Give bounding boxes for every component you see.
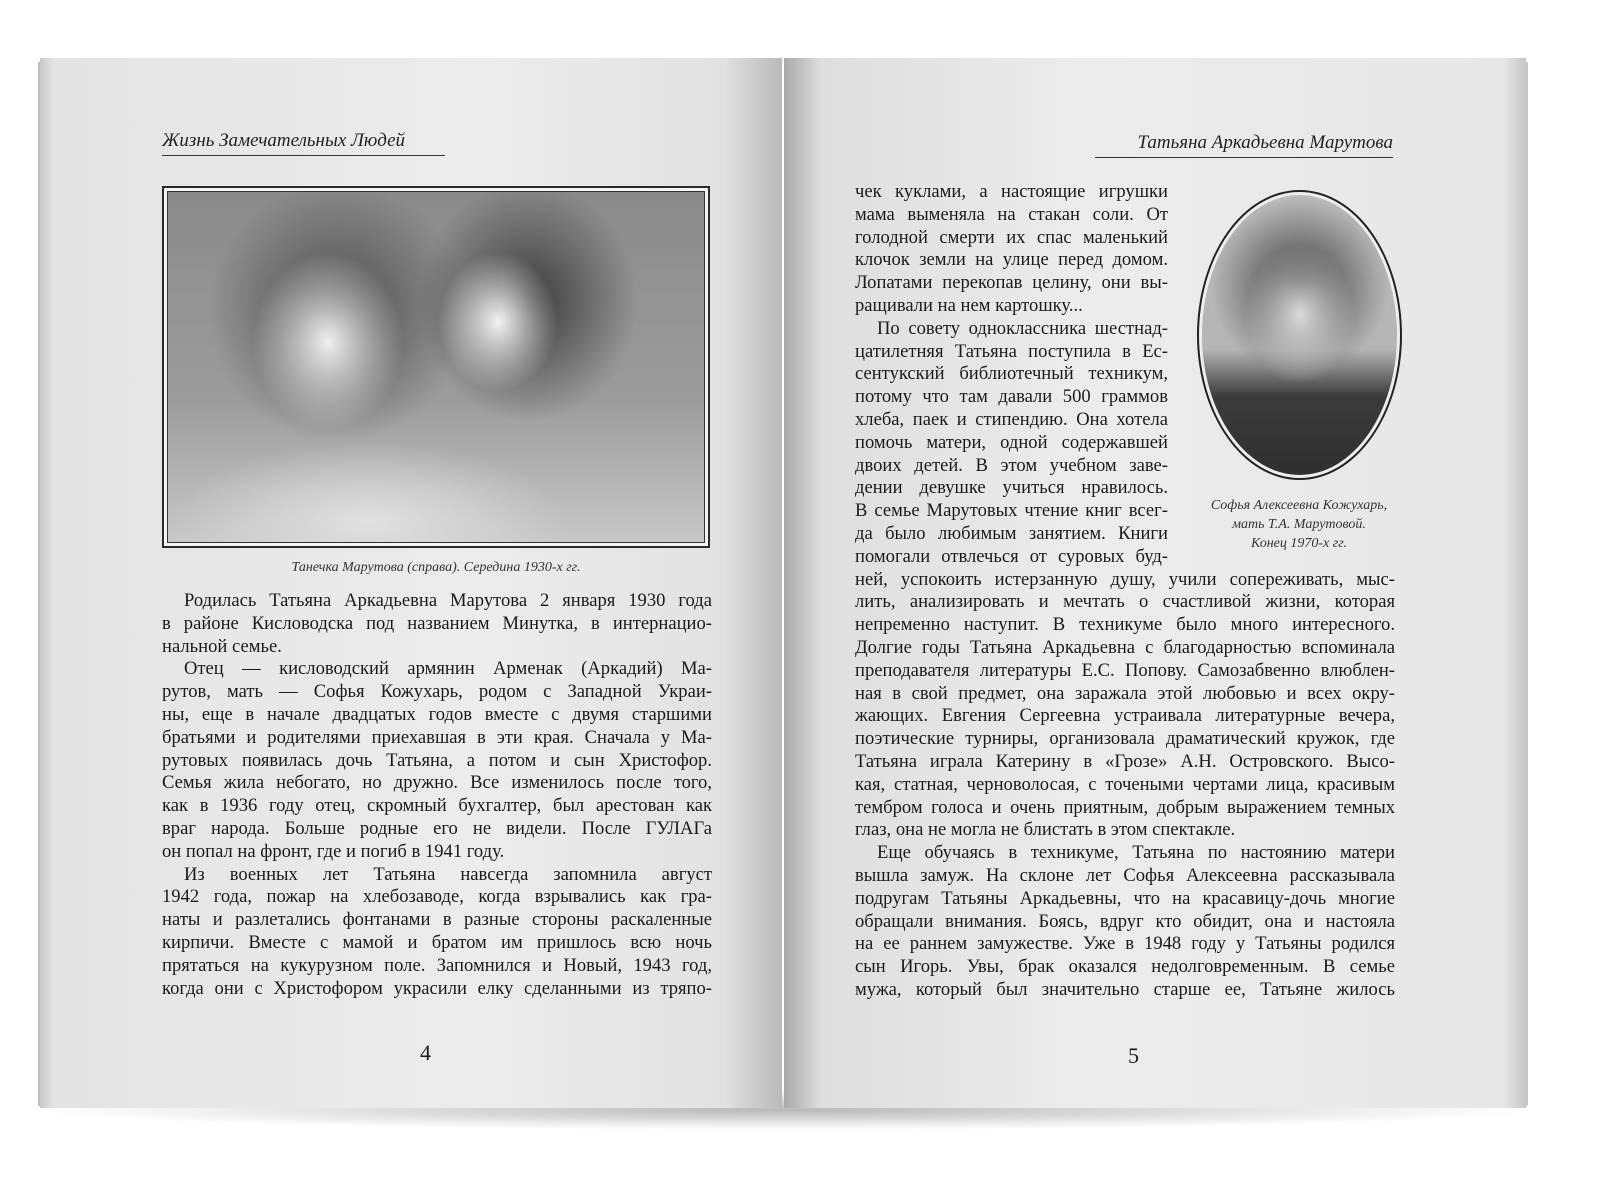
text-line: цатилетняя Татьяна поступила в Ес- <box>855 340 1168 362</box>
text-line: Еще обучаясь в техникуме, Татьяна по настоянию матери <box>877 842 1395 864</box>
text-line: Лопатами перекопав целину, они вы- <box>855 272 1168 294</box>
running-head-left: Жизнь Замечательных Людей <box>162 130 406 151</box>
text-line: Родилась Татьяна Аркадьевна Марутова 2 января 1930 года <box>184 590 712 611</box>
text-line: хлеба, паек и стипендию. Она хотела <box>855 408 1168 430</box>
text-line: как в 1936 году отец, скромный бухгалтер, был арестован как <box>162 795 712 817</box>
page-number-right: 5 <box>1128 1043 1139 1068</box>
body-text-right <box>855 181 1395 1002</box>
text-line: потому что там давали 500 граммов <box>855 386 1168 408</box>
text-line: кирпичи. Вместе с мамой и братом им пришлось всю ночь <box>162 931 712 953</box>
text-line: прятаться на кукурузном поле. Запомнился и Новый, 1943 год, <box>162 954 712 976</box>
text-line: жающих. Евгения Сергеевна устраивала литературные вечера, <box>855 705 1395 727</box>
text-line: кая, статная, черноволосая, с точеными чертами лица, красивым <box>855 773 1395 795</box>
text-line: непременно наступит. В техникуме было много интересного. <box>855 614 1395 636</box>
photo-children <box>162 186 710 548</box>
text-line: глаз, она не могла не блистать в этом спектакле. <box>855 819 1236 841</box>
text-line: По совету одноклассника шестнад- <box>877 317 1168 339</box>
text-line: В семье Марутовых чтение книг всег- <box>855 500 1168 522</box>
text-line: чек куклами, а настоящие игрушки <box>855 181 1168 202</box>
text-line: когда они с Христофором украсили елку сделанными из тряпо- <box>162 977 712 999</box>
caption-line: мать Т.А. Марутовой. <box>1232 517 1366 532</box>
text-line: ней, успокоить истерзанную душу, учили сопереживать, мыс- <box>855 568 1395 590</box>
running-head-rule-left <box>162 155 445 156</box>
caption-line: Конец 1970-х гг. <box>1250 536 1348 551</box>
text-line: голодной смерти их спас маленький <box>855 226 1168 248</box>
text-line: лить, анализировать и мечтать о счастливой жизни, которая <box>855 591 1395 613</box>
running-head-rule-right <box>1095 157 1393 158</box>
text-line: на ее раннем замужестве. Уже в 1948 году у Татьяны родился <box>855 933 1395 955</box>
text-line: братьями и родителями приехавшая в эти края. Сначала у Ма- <box>162 726 712 748</box>
text-line: Татьяна играла Катерину в «Грозе» А.Н. Островского. Высо- <box>855 750 1395 772</box>
caption-line: Софья Алексеевна Кожухарь, <box>1210 498 1388 513</box>
text-line: клочок земли на улице перед домом. <box>855 249 1168 271</box>
photo-caption-left: Танечка Марутова (справа). Середина 1930-х гг. <box>291 560 581 575</box>
text-line: вышла замуж. На склоне лет Софья Алексеевна рассказывала <box>855 864 1395 886</box>
running-head-right: Татьяна Аркадьевна Марутова <box>1137 132 1393 153</box>
text-line: обращали внимания. Боясь, вдруг кто обидит, она и настояла <box>855 910 1395 932</box>
text-line: Отец — кисловодский армянин Арменак (Аркадий) Ма- <box>184 658 712 680</box>
text-line: наты и разлетались фонтанами в разные стороны раскаленные <box>162 909 712 931</box>
text-line: Семья жила небогато, но дружно. Все изменилось после того, <box>162 772 712 794</box>
text-line: рутовых появилась дочь Татьяна, а потом и сын Христофор. <box>162 749 712 771</box>
text-line: поэтические турниры, организовала драматический кружок, где <box>855 728 1395 750</box>
text-line: ны, еще в начале двадцатых годов вместе с двумя старшими <box>162 703 712 725</box>
text-line: дении девушке учиться нравилось. <box>855 477 1168 499</box>
text-line: подругам Татьяны Аркадьевны, что на красавицу-дочь многие <box>855 887 1395 909</box>
text-line: преподавателя литературы Е.С. Попову. Самозабвенно влюблен- <box>855 659 1395 681</box>
text-line: мама выменяла на стакан соли. От <box>855 203 1168 225</box>
text-line: помочь матери, одной содержавшей <box>855 431 1168 453</box>
text-line: помогали отвлечься от суровых буд- <box>855 545 1168 567</box>
text-line: двоих детей. В этом учебном заве- <box>855 454 1168 476</box>
text-line: рутов, мать — Софья Кожухарь, родом с Западной Украи- <box>162 681 712 703</box>
page-number-left: 4 <box>420 1040 431 1065</box>
text-line: ращивали на нем картошку... <box>855 294 1083 316</box>
text-line: тембром голоса и очень приятным, добрым выражением темных <box>855 796 1395 818</box>
text-line: в районе Кисловодска под названием Минутка, в интернацио- <box>162 612 712 634</box>
text-line: да было любимым занятием. Книги <box>855 522 1168 544</box>
text-line: ная в свой предмет, она заражала этой любовью и всех окру- <box>855 682 1395 704</box>
text-line: враг народа. Больше родные его не видели. После ГУЛАГа <box>162 817 712 839</box>
text-line: Из военных лет Татьяна навсегда запомнила август <box>184 863 712 885</box>
photo-children-image <box>167 191 705 543</box>
text-line: он попал на фронт, где и погиб в 1941 году. <box>162 840 505 862</box>
text-line: сын Игорь. Увы, брак оказался недолговременным. В семье <box>855 956 1395 978</box>
text-line: сентукский библиотечный техникум, <box>855 363 1168 385</box>
text-line: мужа, который был значительно старше ее, Татьяне жилось <box>855 978 1395 1000</box>
body-text-left <box>162 590 712 1000</box>
text-line: 1942 года, пожар на хлебозаводе, когда взрывались как гра- <box>162 886 712 908</box>
text-line: нальной семье. <box>162 635 282 657</box>
text-line: Долгие годы Татьяна Аркадьевна с благодарностью вспоминала <box>855 636 1395 658</box>
